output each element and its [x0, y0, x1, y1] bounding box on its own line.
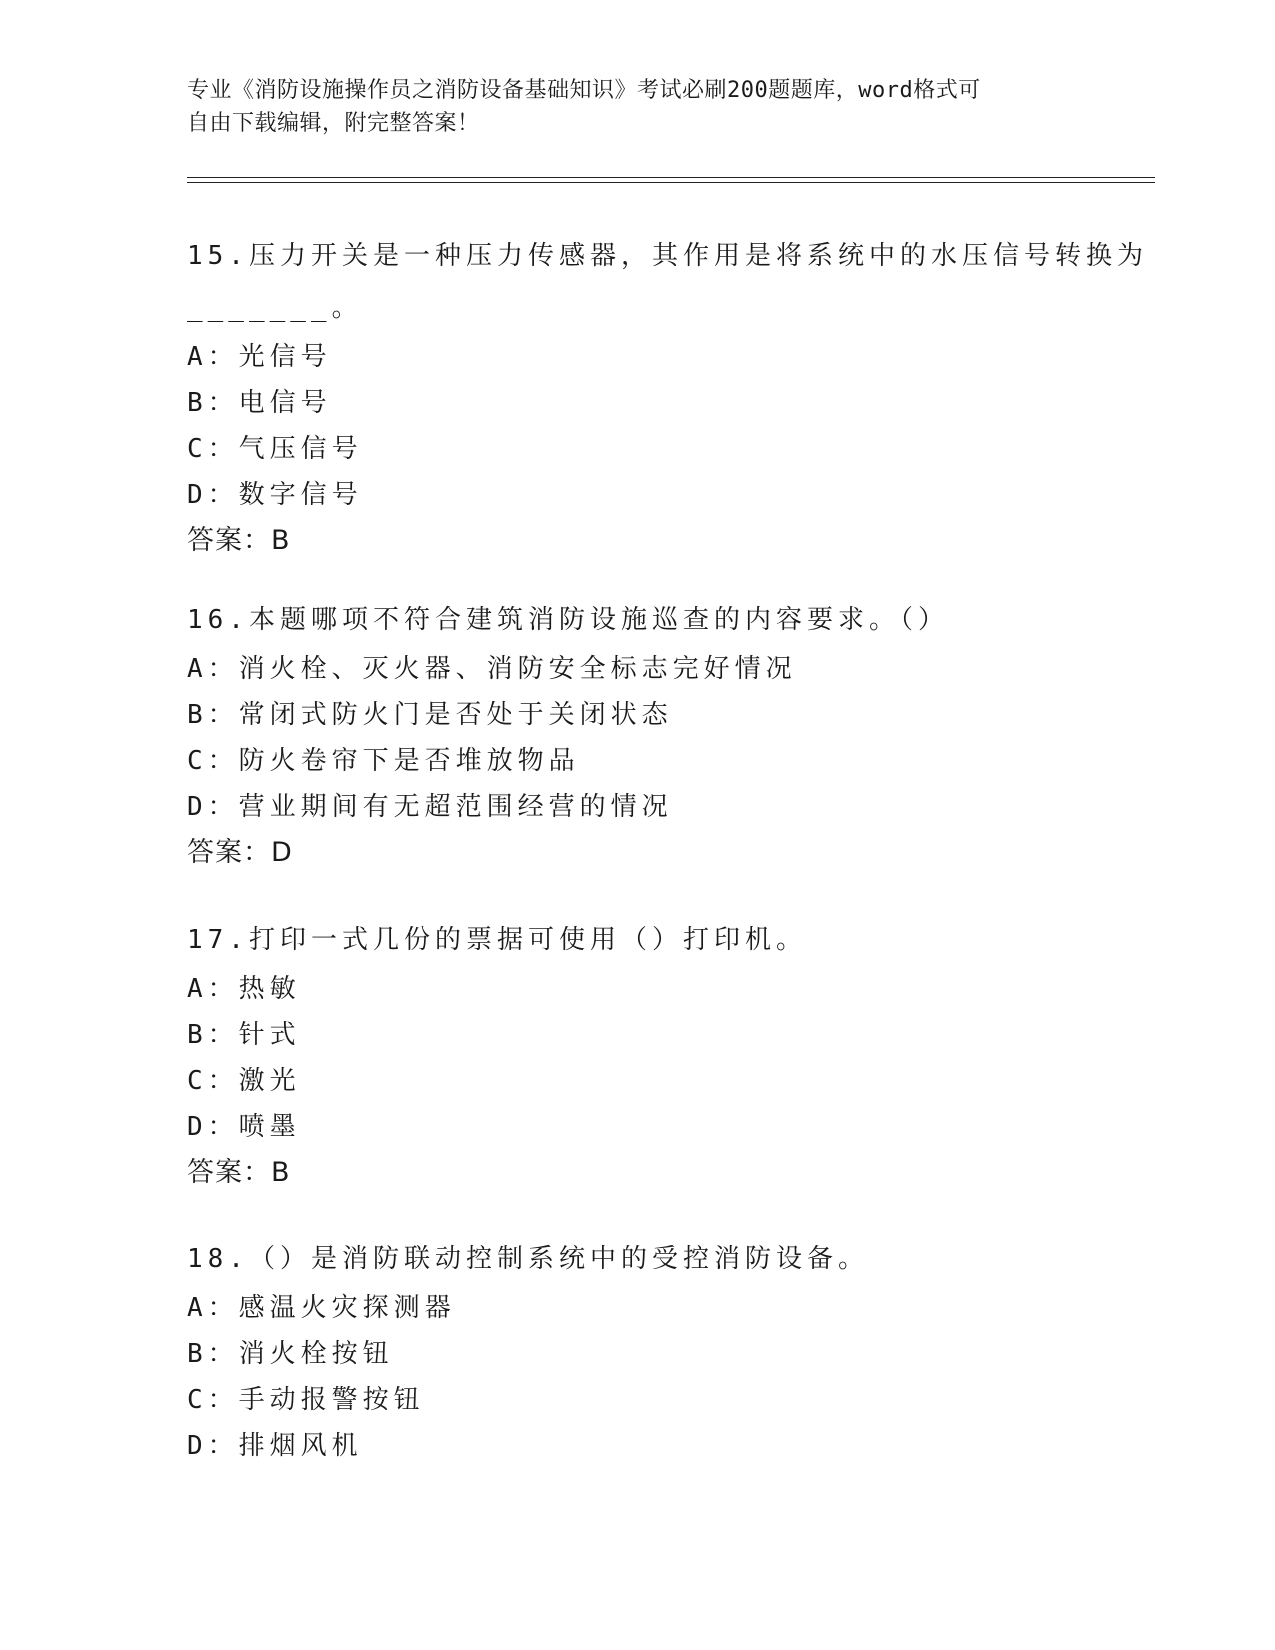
question-stem: 17.打印一式几份的票据可使用（）打印机。: [187, 925, 807, 955]
header-divider-top: [187, 177, 1155, 178]
header-divider-bottom: [187, 182, 1155, 183]
answer: 答案：B: [187, 525, 291, 556]
question-stem-blank: _______。: [187, 293, 363, 323]
header-line-1: 专业《消防设施操作员之消防设备基础知识》考试必刷200题题库，word格式可: [187, 78, 981, 103]
question-stem: 16.本题哪项不符合建筑消防设施巡查的内容要求。（）: [187, 605, 949, 635]
option-a: A：光信号: [187, 342, 332, 372]
answer: 答案：D: [187, 837, 293, 868]
option-c: C：手动报警按钮: [187, 1385, 425, 1415]
question-16: [187, 594, 1087, 876]
answer: 答案：B: [187, 1157, 291, 1188]
question-stem: 18.（）是消防联动控制系统中的受控消防设备。: [187, 1244, 869, 1274]
option-c: C：激光: [187, 1066, 301, 1096]
option-c: C：气压信号: [187, 434, 363, 464]
option-a: A：消火栓、灭火器、消防安全标志完好情况: [187, 654, 797, 684]
document-header: [187, 74, 1087, 140]
option-d: D：喷墨: [187, 1112, 301, 1142]
question-15: [187, 230, 1148, 564]
header-line-2: 自由下载编辑，附完整答案！: [187, 111, 480, 136]
question-18: [187, 1233, 1087, 1469]
option-a: A：热敏: [187, 974, 301, 1004]
option-b: B：电信号: [187, 388, 332, 418]
question-17: [187, 914, 1087, 1196]
question-stem: 15.压力开关是一种压力传感器，其作用是将系统中的水压信号转换为: [187, 241, 1148, 271]
option-d: D：排烟风机: [187, 1431, 363, 1461]
option-c: C：防火卷帘下是否堆放物品: [187, 746, 580, 776]
option-b: B：针式: [187, 1020, 301, 1050]
option-a: A：感温火灾探测器: [187, 1293, 456, 1323]
option-d: D：数字信号: [187, 480, 363, 510]
option-d: D：营业期间有无超范围经营的情况: [187, 792, 673, 822]
option-b: B：消火栓按钮: [187, 1339, 394, 1369]
option-b: B：常闭式防火门是否处于关闭状态: [187, 700, 673, 730]
